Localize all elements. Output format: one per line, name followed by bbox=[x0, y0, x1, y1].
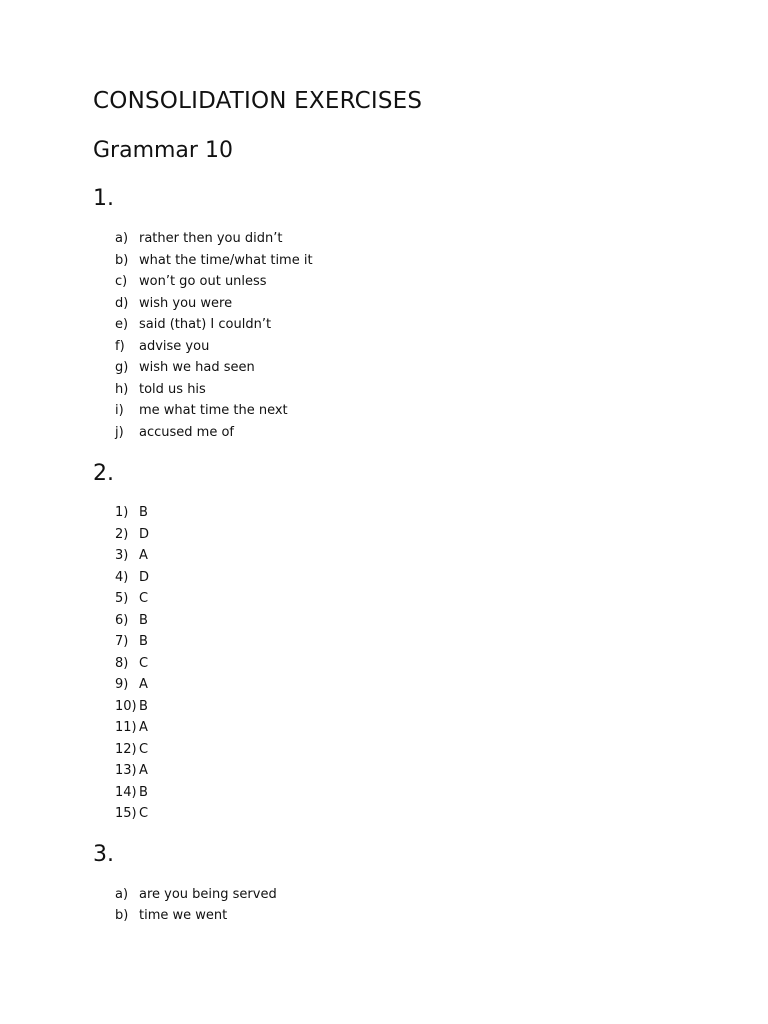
item-marker: 12) bbox=[115, 741, 137, 757]
item-marker: 7) bbox=[115, 634, 129, 649]
item-marker: 1) bbox=[115, 505, 129, 520]
item-marker: 14) bbox=[115, 784, 137, 800]
item-marker: 3) bbox=[115, 548, 129, 563]
item-marker: 6) bbox=[115, 612, 129, 628]
item-text: time we went bbox=[139, 908, 228, 923]
item-text: accused me of bbox=[139, 424, 234, 440]
item-marker: 8) bbox=[115, 655, 129, 671]
item-text: C bbox=[139, 806, 149, 821]
item-text: C bbox=[139, 741, 149, 757]
item-marker: 13) bbox=[115, 763, 137, 778]
item-marker: f) bbox=[115, 338, 125, 354]
item-text: B bbox=[139, 698, 148, 714]
page-title: CONSOLIDATION EXERCISES bbox=[93, 88, 423, 114]
item-text: advise you bbox=[139, 338, 210, 354]
page-subtitle: Grammar 10 bbox=[93, 138, 233, 163]
item-text: A bbox=[139, 677, 148, 692]
item-text: B bbox=[139, 784, 148, 800]
item-marker: b) bbox=[115, 252, 129, 268]
item-text: wish we had seen bbox=[139, 360, 255, 375]
item-marker: 9) bbox=[115, 677, 129, 692]
item-text: won’t go out unless bbox=[139, 274, 267, 289]
section-3-number: 3. bbox=[93, 842, 114, 867]
item-text: B bbox=[139, 612, 148, 628]
item-text: A bbox=[139, 548, 148, 563]
item-text: B bbox=[139, 505, 148, 520]
item-text: told us his bbox=[139, 381, 206, 397]
item-text: C bbox=[139, 655, 149, 671]
section-2-number: 2. bbox=[93, 461, 114, 486]
item-text: C bbox=[139, 591, 149, 606]
item-marker: i) bbox=[115, 403, 124, 418]
item-marker: g) bbox=[115, 360, 129, 375]
item-marker: a) bbox=[115, 887, 129, 902]
item-text: B bbox=[139, 634, 148, 649]
item-text: D bbox=[139, 569, 150, 585]
item-marker: 2) bbox=[115, 526, 129, 542]
section-1-number: 1. bbox=[93, 186, 114, 211]
item-text: are you being served bbox=[139, 887, 277, 902]
item-marker: 15) bbox=[115, 806, 137, 821]
item-text: me what time the next bbox=[139, 403, 288, 418]
item-marker: c) bbox=[115, 274, 128, 289]
item-marker: 11) bbox=[115, 720, 137, 735]
item-marker: 10) bbox=[115, 698, 137, 714]
item-text: A bbox=[139, 720, 148, 735]
item-text: what the time/what time it bbox=[139, 252, 313, 268]
item-text: rather then you didn’t bbox=[139, 231, 283, 246]
item-marker: b) bbox=[115, 908, 129, 923]
item-text: said (that) I couldn’t bbox=[139, 317, 272, 332]
item-marker: a) bbox=[115, 231, 129, 246]
item-text: A bbox=[139, 763, 148, 778]
item-marker: 5) bbox=[115, 591, 129, 606]
item-marker: e) bbox=[115, 317, 129, 332]
item-marker: 4) bbox=[115, 569, 129, 585]
item-text: wish you were bbox=[139, 295, 233, 311]
item-marker: h) bbox=[115, 381, 129, 397]
item-marker: j) bbox=[115, 424, 124, 440]
item-text: D bbox=[139, 526, 150, 542]
item-marker: d) bbox=[115, 295, 129, 311]
